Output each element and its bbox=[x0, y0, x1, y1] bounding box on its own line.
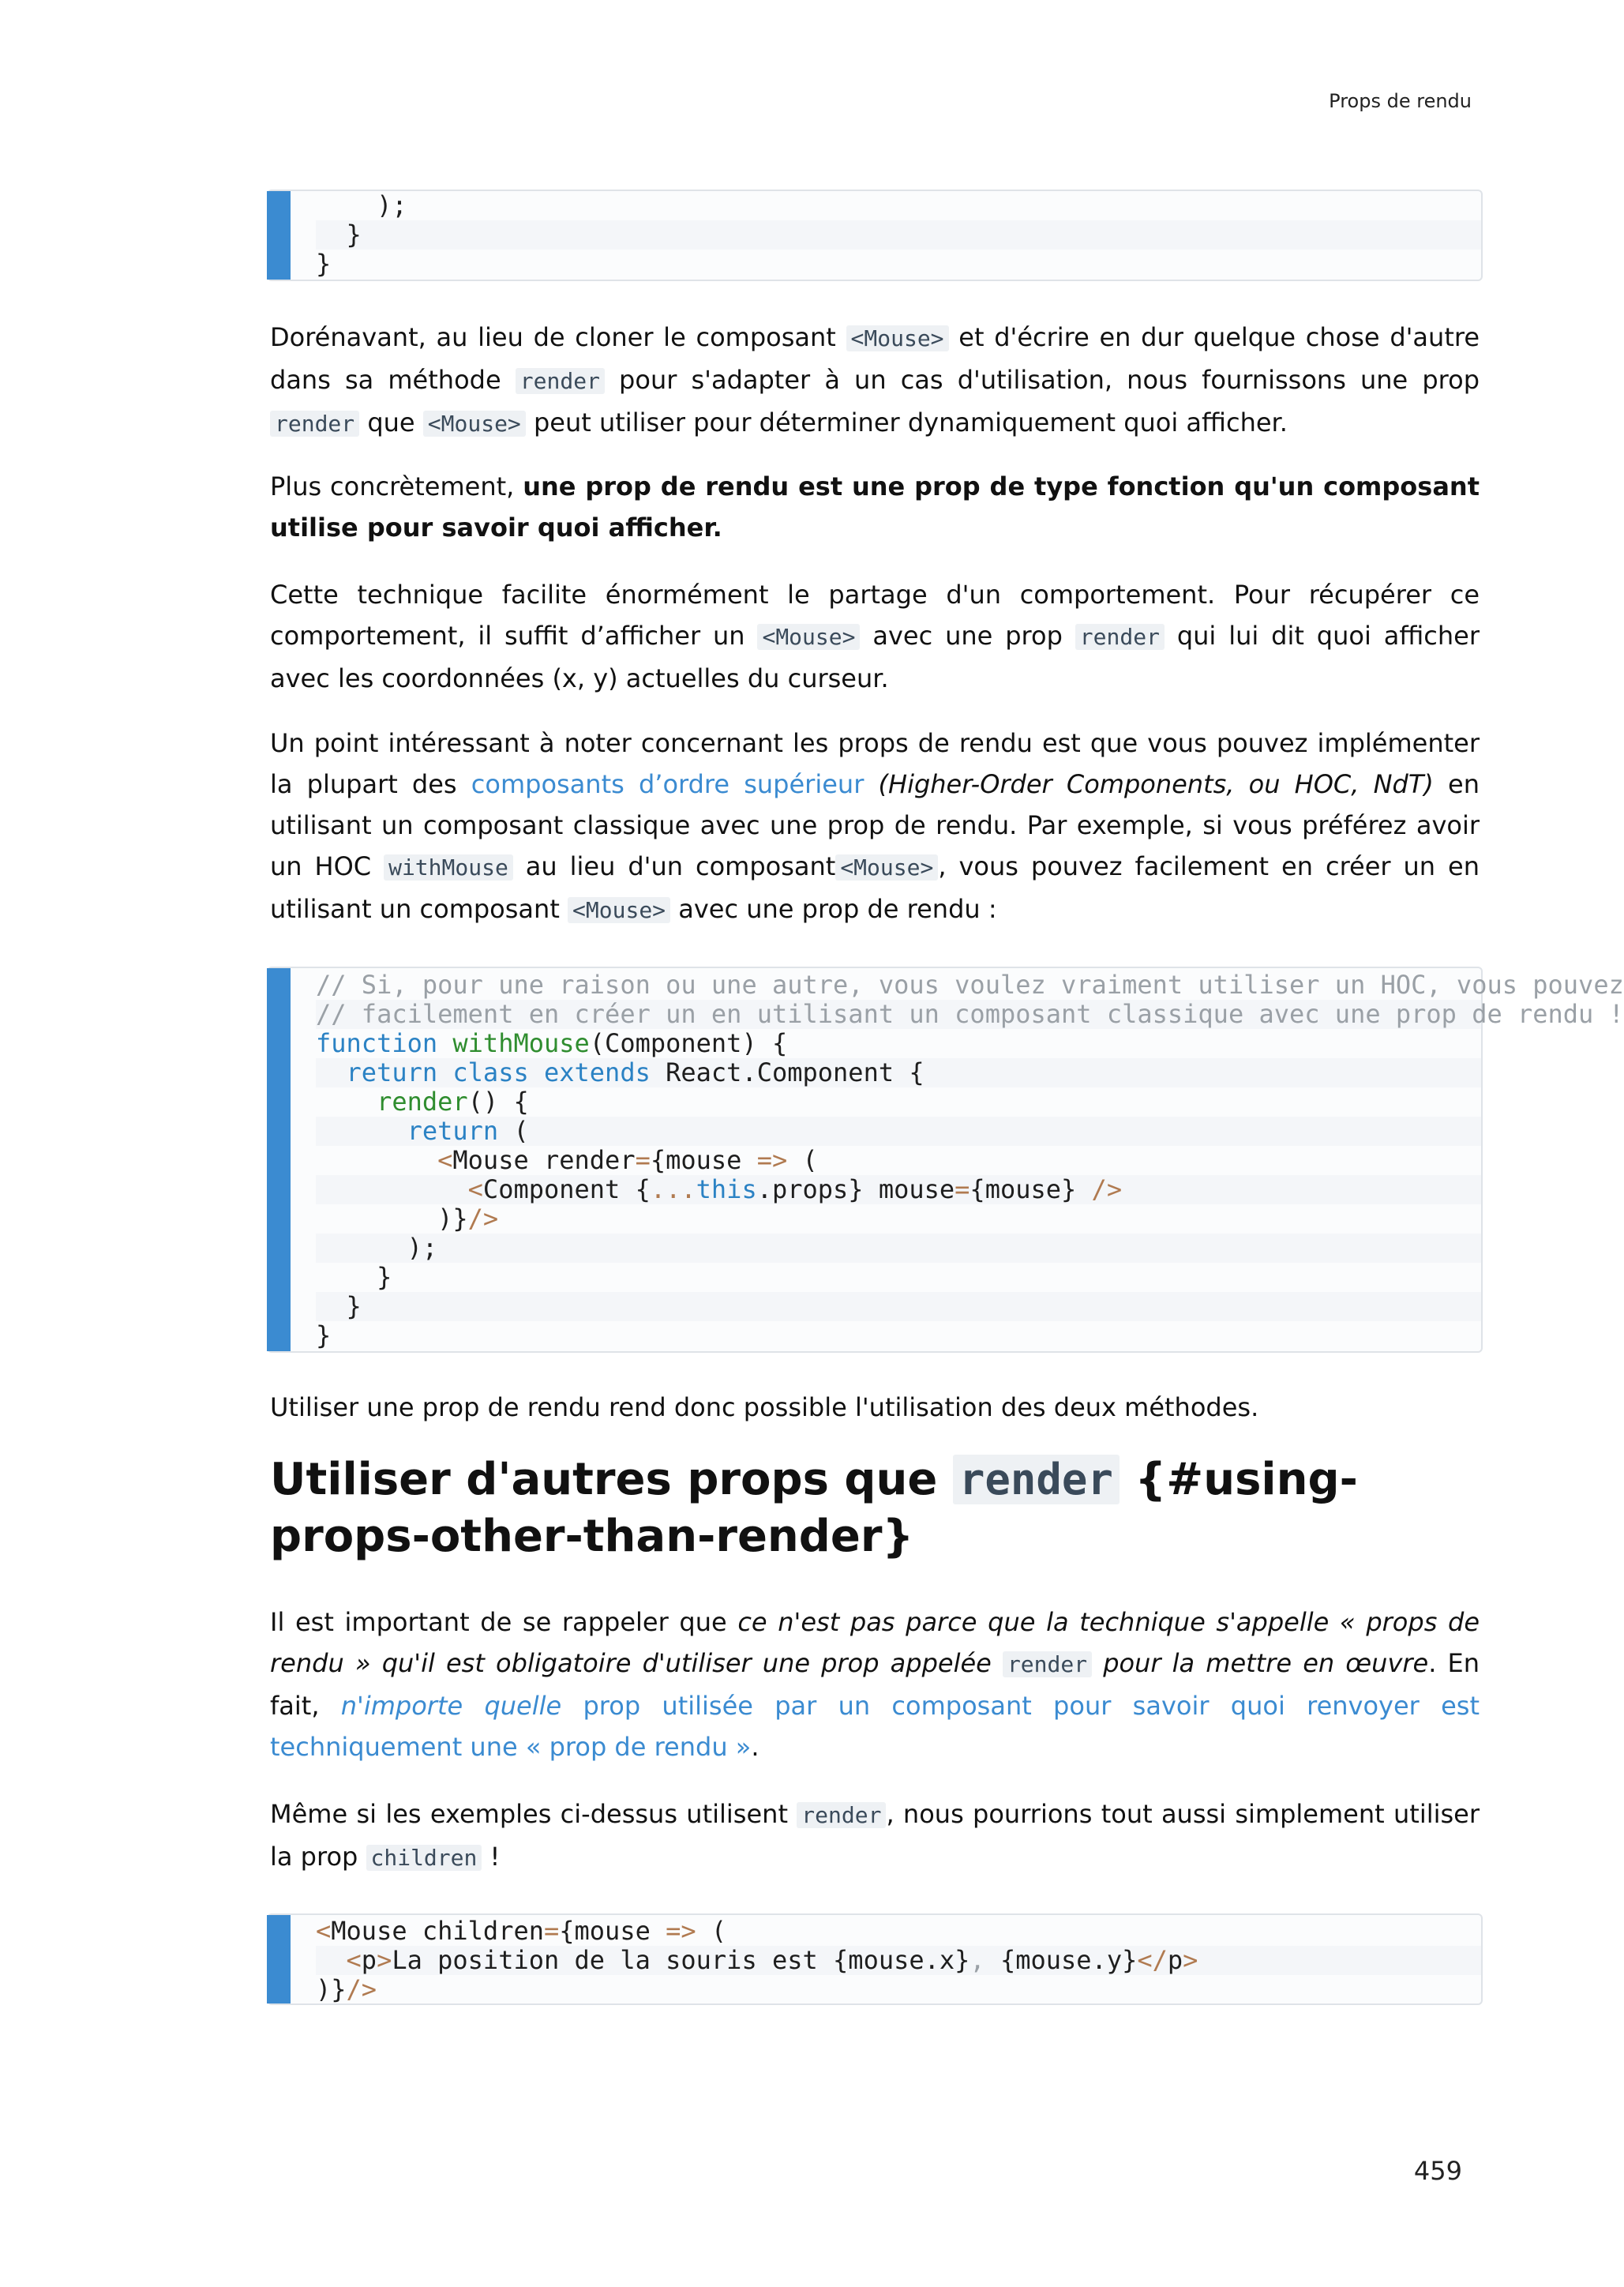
code-text: () { bbox=[467, 1087, 529, 1117]
text: peut utiliser pour déterminer dynamiquement quoi afficher. bbox=[525, 407, 1288, 437]
tag-close: /> bbox=[1091, 1174, 1123, 1204]
code-text: {mouse.y} bbox=[1000, 1945, 1138, 1975]
code-content bbox=[267, 968, 1624, 1350]
code-line bbox=[316, 1117, 1481, 1146]
method-name: render bbox=[377, 1087, 468, 1117]
paragraph-any-prop bbox=[270, 1602, 1480, 1767]
code-text: , bbox=[970, 1945, 1000, 1975]
paragraph-conclusion: Utiliser une prop de rendu rend donc possible l'utilisation des deux méthodes. bbox=[270, 1392, 1259, 1422]
code-line bbox=[316, 1029, 1481, 1058]
inline-code: <Mouse> bbox=[423, 411, 526, 437]
italic-text: pour la mettre en œuvre bbox=[1092, 1648, 1429, 1678]
code-block-accent-bar bbox=[267, 1915, 291, 2003]
code-line bbox=[316, 1058, 1481, 1087]
tag-close: /> bbox=[346, 1974, 377, 2004]
paragraph-definition bbox=[270, 466, 1480, 548]
code-line: } bbox=[316, 249, 332, 279]
code-line: } bbox=[316, 220, 1481, 250]
paragraph-hoc bbox=[270, 723, 1480, 931]
code-text: p bbox=[361, 1945, 377, 1975]
text: , vous pouvez facilement en créer un en utilisant un composant bbox=[270, 851, 1480, 924]
link-italic: n'importe quelle bbox=[340, 1691, 562, 1721]
code-text: .props} mouse bbox=[756, 1174, 955, 1204]
italic-note: (Higher-Order Components, ou HOC, NdT) bbox=[864, 769, 1434, 799]
code-text: { bbox=[635, 1174, 651, 1204]
tag-close: /> bbox=[467, 1204, 499, 1234]
text: avec une prop de rendu : bbox=[670, 894, 997, 924]
operator: => bbox=[756, 1145, 788, 1175]
keyword: return bbox=[407, 1116, 499, 1146]
text: Même si les exemples ci-dessus utilisent bbox=[270, 1799, 797, 1829]
code-line bbox=[316, 1975, 1481, 2004]
bold-definition: une prop de rendu est une prop de type fonction qu'un composant utilise pour savoir quoi afficher. bbox=[270, 471, 1480, 543]
inline-code: <Mouse> bbox=[846, 325, 949, 351]
code-line bbox=[316, 1321, 1481, 1350]
inline-code: render bbox=[1075, 624, 1165, 650]
code-content bbox=[267, 191, 1481, 279]
italic-text: ce n'est pas parce que la technique s'appelle « props de rendu » qu'il est obligatoire d'utiliser une prop appelée bbox=[270, 1607, 1480, 1678]
code-block-children bbox=[267, 1913, 1483, 2005]
text: , nous pourrions tout aussi simplement utiliser la prop bbox=[270, 1799, 1480, 1872]
code-text: } bbox=[377, 1262, 392, 1292]
code-text: Mouse children bbox=[331, 1916, 544, 1946]
code-line: ); bbox=[316, 190, 407, 220]
function-name: withMouse bbox=[452, 1028, 590, 1058]
code-comment: // facilement en créer un en utilisant un composant classique avec une prop de rendu ! bbox=[316, 999, 1624, 1029]
section-heading bbox=[270, 1451, 1502, 1565]
code-text: p bbox=[1167, 1945, 1183, 1975]
inline-code: render bbox=[797, 1802, 886, 1828]
inline-code: <Mouse> bbox=[568, 897, 670, 923]
code-text: ); bbox=[407, 1233, 438, 1263]
text: Dorénavant, au lieu de cloner le composant bbox=[270, 322, 846, 352]
code-text: {mouse bbox=[650, 1145, 757, 1175]
code-block-with-mouse bbox=[267, 967, 1624, 1353]
code-text: {mouse bbox=[559, 1916, 666, 1946]
text: Un point intéressant à noter concernant les props de rendu est que vous pouvez implémenter la plupart des bbox=[270, 728, 1480, 799]
code-line bbox=[316, 1263, 1481, 1292]
text: . En fait, bbox=[270, 1648, 1480, 1721]
inline-code: <Mouse> bbox=[757, 624, 860, 650]
code-text: } bbox=[316, 1320, 332, 1350]
code-block-accent-bar bbox=[267, 191, 291, 280]
paragraph-render-prop-intro bbox=[270, 317, 1480, 445]
code-text: )} bbox=[437, 1204, 468, 1234]
inline-code: render bbox=[270, 411, 359, 437]
text: Plus concrètement, bbox=[270, 471, 523, 501]
code-line: <Component {...this.props} mouse={mouse} /> bbox=[316, 1175, 1481, 1204]
text: que bbox=[359, 407, 423, 437]
inline-code: children bbox=[366, 1845, 482, 1871]
text: pour s'adapter à un cas d'utilisation, nous fournissons une prop bbox=[604, 365, 1480, 395]
code-block-continuation bbox=[267, 190, 1483, 281]
code-line bbox=[316, 1087, 1481, 1117]
page-number: 459 bbox=[1413, 2156, 1462, 2186]
heading-text: {#using-props-other-than-render} bbox=[270, 1454, 1358, 1562]
code-text: (Component) { bbox=[589, 1028, 788, 1058]
code-text: React.Component { bbox=[666, 1057, 925, 1087]
running-header: Props de rendu bbox=[1329, 90, 1472, 112]
code-line: <Mouse render={mouse => ( bbox=[437, 1145, 818, 1175]
inline-code: render bbox=[516, 368, 605, 394]
code-text: ( bbox=[787, 1145, 818, 1175]
inline-code: <Mouse> bbox=[835, 854, 938, 881]
text: au lieu d'un composant bbox=[512, 851, 836, 881]
code-line bbox=[316, 1204, 1481, 1234]
text: et d'écrire en dur quelque chose d'autre dans sa méthode bbox=[270, 322, 1480, 395]
link-text: prop utilisée par un composant pour savoir quoi renvoyer est techniquement une « prop de rendu » bbox=[270, 1691, 1480, 1762]
code-content bbox=[267, 1915, 1481, 2004]
text: en utilisant un composant classique avec une prop de rendu. Par exemple, si vous préférez avoir un HOC bbox=[270, 769, 1480, 881]
inline-code: render bbox=[1003, 1651, 1092, 1677]
code-comment: // Si, pour une raison ou une autre, vous voulez vraiment utiliser un HOC, vous pouvez bbox=[316, 970, 1624, 1000]
keyword: extends bbox=[543, 1057, 651, 1087]
heading-inline-code: render bbox=[953, 1455, 1120, 1504]
text: avec une prop bbox=[860, 621, 1075, 651]
code-line: <p>La position de la souris est {mouse.x}, {mouse.y}</p> bbox=[316, 1946, 1481, 1975]
code-text: ( bbox=[498, 1116, 529, 1146]
keyword: return bbox=[346, 1057, 438, 1087]
keyword: this bbox=[696, 1174, 757, 1204]
code-text: La position de la souris est bbox=[392, 1945, 834, 1975]
code-block-accent-bar bbox=[267, 968, 291, 1351]
code-line: <Mouse children={mouse => ( bbox=[316, 1916, 727, 1946]
text: ! bbox=[482, 1842, 501, 1872]
keyword: function bbox=[316, 1028, 438, 1058]
paragraph-sharing-behaviour bbox=[270, 574, 1480, 699]
code-text: )} bbox=[316, 1974, 347, 2004]
code-text: Mouse render bbox=[452, 1145, 636, 1175]
paragraph-children-prop bbox=[270, 1793, 1480, 1879]
operator: ... bbox=[650, 1174, 696, 1204]
text: qui lui dit quoi afficher avec les coordonnées (x, y) actuelles du curseur. bbox=[270, 621, 1480, 693]
code-text: Component bbox=[482, 1174, 636, 1204]
code-line bbox=[316, 1292, 1481, 1321]
operator: => bbox=[666, 1916, 696, 1946]
heading-text: Utiliser d'autres props que bbox=[270, 1454, 953, 1505]
code-text: } bbox=[346, 1291, 362, 1321]
code-text: ( bbox=[696, 1916, 727, 1946]
text: Cette technique facilite énormément le partage d'un comportement. Pour récupérer ce comportement, il suffit d’afficher un bbox=[270, 580, 1480, 651]
code-text: {mouse.x} bbox=[833, 1945, 970, 1975]
code-text: {mouse} bbox=[970, 1174, 1092, 1204]
text: Il est important de se rappeler que bbox=[270, 1607, 738, 1637]
link-higher-order-components[interactable]: composants d’ordre supérieur bbox=[471, 769, 865, 799]
text: . bbox=[751, 1732, 759, 1762]
link-any-prop[interactable] bbox=[270, 1691, 1480, 1762]
inline-code: withMouse bbox=[384, 854, 513, 881]
keyword: class bbox=[452, 1057, 529, 1087]
code-line bbox=[316, 1234, 1481, 1263]
